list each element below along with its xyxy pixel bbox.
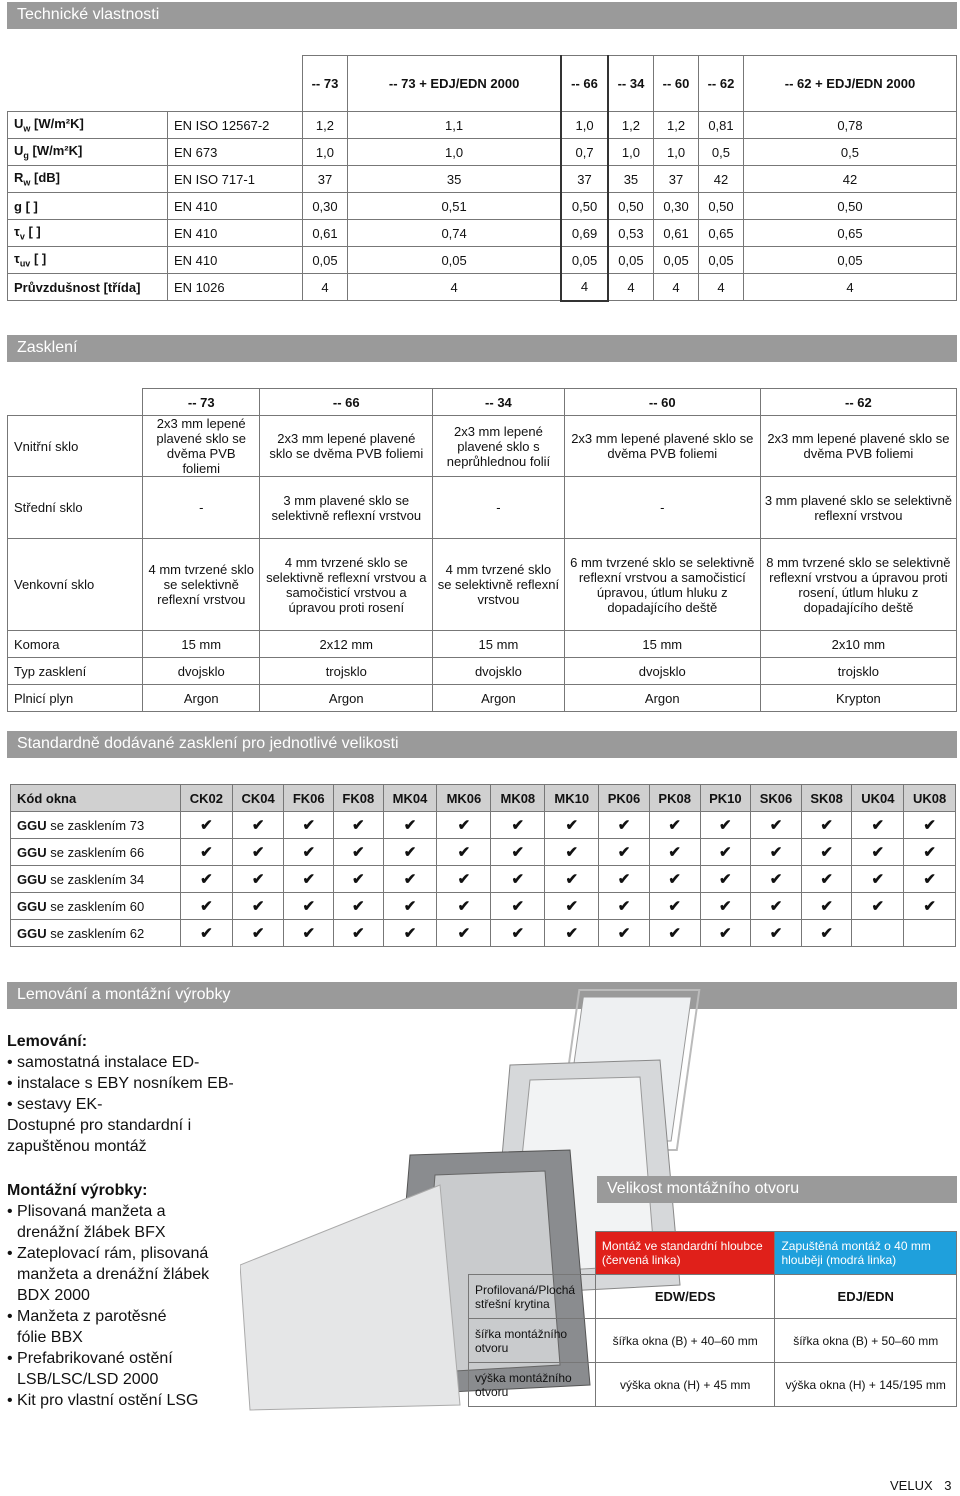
check-icon: ✔	[700, 812, 751, 839]
check-icon: ✔	[904, 812, 956, 839]
opening-row-label: výška montážního otvoru	[469, 1363, 596, 1407]
table-cell: 1,2	[654, 112, 699, 139]
table-row	[8, 477, 957, 539]
check-icon: ✔	[801, 812, 852, 839]
check-icon: ✔	[852, 866, 904, 893]
lemovani-note: Dostupné pro standardní i zapuštěnou montáž	[7, 1117, 192, 1155]
size-table	[10, 784, 956, 947]
check-icon: ✔	[334, 866, 384, 893]
check-icon: ✔	[491, 839, 545, 866]
standard-value: EDW/EDS	[595, 1275, 775, 1319]
check-icon: ✔	[599, 866, 650, 893]
row-standard: EN 410	[168, 220, 303, 247]
table-cell: 0,81	[699, 112, 744, 139]
lemovani-item: • sestavy EK-	[7, 1096, 103, 1113]
check-icon: ✔	[284, 812, 334, 839]
table-row	[11, 812, 956, 839]
column-header: -- 73 + EDJ/EDN 2000	[347, 56, 561, 112]
table-cell: trojsklo	[260, 658, 433, 685]
brand-name: VELUX	[890, 1478, 933, 1493]
table-row	[8, 247, 957, 274]
check-icon: ✔	[491, 812, 545, 839]
table-cell: Argon	[433, 685, 565, 712]
table-cell: Argon	[564, 685, 760, 712]
table-cell: 0,05	[654, 247, 699, 274]
check-icon: ✔	[437, 866, 491, 893]
section-title-standard: Standardně dodávané zasklení pro jednotlivé velikosti	[7, 731, 957, 758]
check-icon: ✔	[284, 893, 334, 920]
check-icon: ✔	[383, 839, 437, 866]
table-cell: 8 mm tvrzené sklo se selektivně reflexní vrstvou a úpravou proti rosení, útlum hluku z dopadajícího deště	[760, 539, 956, 631]
table-cell: 4 mm tvrzené sklo se selektivně reflexní vrstvou	[433, 539, 565, 631]
check-icon: ✔	[232, 893, 284, 920]
check-icon: ✔	[491, 866, 545, 893]
table-cell: 3 mm plavené sklo se selektivně reflexní vrstvou	[760, 477, 956, 539]
table-cell: 0,65	[699, 220, 744, 247]
table-cell: 0,05	[699, 247, 744, 274]
check-icon: ✔	[649, 812, 700, 839]
column-header: SK06	[751, 785, 802, 812]
check-icon: ✔	[334, 893, 384, 920]
check-icon: ✔	[181, 812, 233, 839]
section-title-tech: Technické vlastnosti	[7, 2, 957, 29]
check-icon: ✔	[599, 839, 650, 866]
table-cell: 1,2	[303, 112, 348, 139]
check-icon: ✔	[181, 866, 233, 893]
check-icon: ✔	[751, 866, 802, 893]
table-cell: dvojsklo	[564, 658, 760, 685]
table-cell: 1,2	[608, 112, 654, 139]
column-header: CK02	[181, 785, 233, 812]
column-header: FK08	[334, 785, 384, 812]
table-row	[8, 139, 957, 166]
table-cell: 4	[347, 274, 561, 301]
table-cell: 0,61	[303, 220, 348, 247]
montazni-item: • Plisovaná manžeta a drenážní žlábek BFX	[7, 1203, 166, 1241]
table-cell: 4	[303, 274, 348, 301]
table-cell: 4 mm tvrzené sklo se selektivně reflexní vrstvou	[143, 539, 260, 631]
table-cell: 2x3 mm lepené plavené sklo se dvěma PVB foliemi	[260, 416, 433, 477]
table-cell: 0,50	[561, 193, 608, 220]
check-icon: ✔	[852, 839, 904, 866]
check-icon: ✔	[545, 920, 599, 947]
check-icon: ✔	[700, 920, 751, 947]
table-cell: 15 mm	[433, 631, 565, 658]
table-cell: 0,61	[654, 220, 699, 247]
column-header: -- 66	[260, 389, 433, 416]
check-icon: ✔	[232, 839, 284, 866]
table-cell: trojsklo	[760, 658, 956, 685]
row-label: Plnicí plyn	[8, 685, 143, 712]
row-label: GGU se zasklením 73	[11, 812, 181, 839]
section-title-glazing: Zasklení	[7, 335, 957, 362]
table-cell: Argon	[143, 685, 260, 712]
page-number: 3	[944, 1478, 952, 1493]
row-label: $\tau_v$ [ ]	[8, 220, 168, 247]
row-label: Venkovní sklo	[8, 539, 143, 631]
table-row	[11, 839, 956, 866]
row-label: Střední sklo	[8, 477, 143, 539]
montazni-item: • Manžeta z parotěsné fólie BBX	[7, 1308, 167, 1346]
opening-row-label: šířka montážního otvoru	[469, 1319, 596, 1363]
table-cell: 0,05	[347, 247, 561, 274]
table-cell: 2x3 mm lepené plavené sklo se dvěma PVB foliemi	[760, 416, 956, 477]
check-icon: ✔	[801, 920, 852, 947]
table-row	[8, 631, 957, 658]
table-cell: 2x3 mm lepené plavené sklo se dvěma PVB foliemi	[143, 416, 260, 477]
column-header: -- 60	[654, 56, 699, 112]
table-cell: -	[564, 477, 760, 539]
table-cell: 0,50	[743, 193, 956, 220]
row-standard: EN 410	[168, 247, 303, 274]
row-label: GGU se zasklením 66	[11, 839, 181, 866]
column-header: CK04	[232, 785, 284, 812]
column-header: MK06	[437, 785, 491, 812]
check-icon: ✔	[437, 839, 491, 866]
table-cell: 0,5	[743, 139, 956, 166]
table-cell: -	[433, 477, 565, 539]
montazni-title: Montážní výrobky:	[7, 1182, 148, 1199]
row-label: Komora	[8, 631, 143, 658]
table-cell: 2x12 mm	[260, 631, 433, 658]
table-row	[8, 112, 957, 139]
check-icon: ✔	[649, 866, 700, 893]
row-standard: EN 410	[168, 193, 303, 220]
check-icon: ✔	[545, 839, 599, 866]
table-cell: Krypton	[760, 685, 956, 712]
lemovani-title: Lemování:	[7, 1033, 88, 1050]
table-cell: dvojsklo	[143, 658, 260, 685]
row-label: g [ ]	[8, 193, 168, 220]
row-label: Průvzdušnost [třída]	[8, 274, 168, 301]
lemovani-item: • instalace s EBY nosníkem EB-	[7, 1075, 234, 1092]
glazing-table	[7, 388, 957, 712]
table-row	[11, 893, 956, 920]
table-cell: 0,50	[699, 193, 744, 220]
recessed-value: šířka okna (B) + 50–60 mm	[775, 1319, 957, 1363]
table-cell: 2x3 mm lepené plavené sklo s neprůhlednou folií	[433, 416, 565, 477]
column-header: PK08	[649, 785, 700, 812]
check-icon: ✔	[649, 839, 700, 866]
check-icon: ✔	[599, 812, 650, 839]
table-cell: Argon	[260, 685, 433, 712]
check-icon: ✔	[284, 920, 334, 947]
check-icon: ✔	[181, 839, 233, 866]
check-icon: ✔	[751, 839, 802, 866]
row-label: Vnitřní sklo	[8, 416, 143, 477]
opening-row-label: Profilovaná/Plochá střešní krytina	[469, 1275, 596, 1319]
check-icon	[904, 920, 956, 947]
section-title-opening: Velikost montážního otvoru	[597, 1176, 957, 1203]
check-icon: ✔	[751, 893, 802, 920]
table-cell: 1,0	[347, 139, 561, 166]
table-cell: 0,05	[608, 247, 654, 274]
column-header: MK08	[491, 785, 545, 812]
table-cell: 0,7	[561, 139, 608, 166]
check-icon: ✔	[491, 893, 545, 920]
table-cell: 6 mm tvrzené sklo se selektivně reflexní vrstvou a samočisticí úpravou, útlum hluku z dopadajícího deště	[564, 539, 760, 631]
montazni-item: • Prefabrikované ostění LSB/LSC/LSD 2000	[7, 1350, 173, 1388]
check-icon: ✔	[437, 920, 491, 947]
table-cell: 0,05	[743, 247, 956, 274]
row-label: GGU se zasklením 62	[11, 920, 181, 947]
check-icon: ✔	[334, 812, 384, 839]
column-header: UK08	[904, 785, 956, 812]
check-icon: ✔	[852, 893, 904, 920]
table-cell: 4	[654, 274, 699, 301]
check-icon: ✔	[545, 866, 599, 893]
table-cell: 0,65	[743, 220, 956, 247]
check-icon: ✔	[599, 920, 650, 947]
column-header: MK04	[383, 785, 437, 812]
check-icon: ✔	[801, 866, 852, 893]
table-cell: 0,05	[561, 247, 608, 274]
column-header: -- 66	[561, 56, 608, 112]
standard-head: Montáž ve standardní hloubce (červená linka)	[595, 1232, 775, 1275]
table-row	[11, 920, 956, 947]
roof-felt-icon	[240, 1185, 460, 1410]
column-header: PK10	[700, 785, 751, 812]
check-icon: ✔	[334, 839, 384, 866]
montazni-block	[7, 1180, 222, 1411]
tech-table	[7, 55, 957, 302]
row-label: $\tau_{uv}$ [ ]	[8, 247, 168, 274]
check-icon: ✔	[649, 920, 700, 947]
column-header: -- 34	[608, 56, 654, 112]
check-icon: ✔	[181, 920, 233, 947]
table-cell: 37	[561, 166, 608, 193]
table-cell: 15 mm	[143, 631, 260, 658]
table-cell: -	[143, 477, 260, 539]
recessed-head: Zapuštěná montáž o 40 mm hlouběji (modrá linka)	[775, 1232, 957, 1275]
column-header: -- 62 + EDJ/EDN 2000	[743, 56, 956, 112]
footer	[890, 1478, 952, 1493]
check-icon: ✔	[284, 866, 334, 893]
check-icon: ✔	[545, 812, 599, 839]
row-label: $R_w$ [dB]	[8, 166, 168, 193]
row-label: $U_g$ [W/m²K]	[8, 139, 168, 166]
check-icon: ✔	[700, 866, 751, 893]
check-icon: ✔	[801, 839, 852, 866]
row-label: Typ zasklení	[8, 658, 143, 685]
table-cell: 37	[654, 166, 699, 193]
lemovani-block	[7, 1031, 247, 1157]
section-title-flashing: Lemování a montážní výrobky	[7, 982, 957, 1009]
check-icon	[852, 920, 904, 947]
check-icon: ✔	[852, 812, 904, 839]
check-icon: ✔	[751, 920, 802, 947]
check-icon: ✔	[383, 920, 437, 947]
opening-table	[468, 1231, 957, 1407]
table-cell: 37	[303, 166, 348, 193]
table-cell: 0,69	[561, 220, 608, 247]
standard-value: šířka okna (B) + 40–60 mm	[595, 1319, 775, 1363]
check-icon: ✔	[284, 839, 334, 866]
check-icon: ✔	[383, 866, 437, 893]
table-cell: 4	[561, 274, 608, 301]
table-cell: 0,74	[347, 220, 561, 247]
table-row	[8, 166, 957, 193]
table-cell: 0,50	[608, 193, 654, 220]
table-row	[11, 866, 956, 893]
check-icon: ✔	[904, 839, 956, 866]
table-row	[8, 193, 957, 220]
table-cell: 42	[743, 166, 956, 193]
column-header: MK10	[545, 785, 599, 812]
check-icon: ✔	[545, 893, 599, 920]
check-icon: ✔	[334, 920, 384, 947]
standard-value: výška okna (H) + 45 mm	[595, 1363, 775, 1407]
check-icon: ✔	[700, 893, 751, 920]
table-cell: 0,78	[743, 112, 956, 139]
table-cell: 1,1	[347, 112, 561, 139]
check-icon: ✔	[437, 812, 491, 839]
table-row	[8, 658, 957, 685]
column-header: UK04	[852, 785, 904, 812]
column-header: -- 34	[433, 389, 565, 416]
row-standard: EN 1026	[168, 274, 303, 301]
table-cell: 0,5	[699, 139, 744, 166]
column-header: -- 60	[564, 389, 760, 416]
table-cell: 1,0	[303, 139, 348, 166]
check-icon: ✔	[232, 812, 284, 839]
check-icon: ✔	[232, 920, 284, 947]
column-header: -- 73	[303, 56, 348, 112]
column-header: -- 62	[699, 56, 744, 112]
lemovani-item: • samostatná instalace ED-	[7, 1054, 200, 1071]
column-header: SK08	[801, 785, 852, 812]
table-row	[8, 685, 957, 712]
check-icon: ✔	[383, 812, 437, 839]
table-row	[8, 220, 957, 247]
table-cell: 35	[347, 166, 561, 193]
table-cell: 4	[743, 274, 956, 301]
table-row	[8, 539, 957, 631]
table-cell: 1,0	[561, 112, 608, 139]
column-header: FK06	[284, 785, 334, 812]
table-cell: 35	[608, 166, 654, 193]
table-cell: 2x10 mm	[760, 631, 956, 658]
row-label: GGU se zasklením 34	[11, 866, 181, 893]
table-cell: 15 mm	[564, 631, 760, 658]
table-cell: 0,30	[303, 193, 348, 220]
table-cell: dvojsklo	[433, 658, 565, 685]
check-icon: ✔	[751, 812, 802, 839]
row-standard: EN ISO 12567-2	[168, 112, 303, 139]
table-cell: 0,30	[654, 193, 699, 220]
check-icon: ✔	[801, 893, 852, 920]
table-cell: 1,0	[654, 139, 699, 166]
column-header: -- 62	[760, 389, 956, 416]
table-cell: 3 mm plavené sklo se selektivně reflexní vrstvou	[260, 477, 433, 539]
check-icon: ✔	[649, 893, 700, 920]
check-icon: ✔	[904, 893, 956, 920]
table-row	[8, 274, 957, 301]
table-cell: 42	[699, 166, 744, 193]
table-cell: 4 mm tvrzené sklo se selektivně reflexní vrstvou a samočisticí vrstvou a úpravou proti rosení	[260, 539, 433, 631]
montazni-item: • Zateplovací rám, plisovaná manžeta a drenážní žlábek BDX 2000	[7, 1245, 210, 1304]
row-label: $U_w$ [W/m²K]	[8, 112, 168, 139]
row-label: GGU se zasklením 60	[11, 893, 181, 920]
row-standard: EN ISO 717-1	[168, 166, 303, 193]
table-cell: 1,0	[608, 139, 654, 166]
check-icon: ✔	[383, 893, 437, 920]
table-cell: 4	[608, 274, 654, 301]
recessed-value: výška okna (H) + 145/195 mm	[775, 1363, 957, 1407]
check-icon: ✔	[599, 893, 650, 920]
table-row	[8, 416, 957, 477]
check-icon: ✔	[904, 866, 956, 893]
column-header: PK06	[599, 785, 650, 812]
table-cell: 0,51	[347, 193, 561, 220]
check-icon: ✔	[232, 866, 284, 893]
column-header: Kód okna	[11, 785, 181, 812]
table-cell: 0,53	[608, 220, 654, 247]
montazni-item: • Kit pro vlastní ostění LSG	[7, 1392, 199, 1409]
column-header: -- 73	[143, 389, 260, 416]
recessed-value: EDJ/EDN	[775, 1275, 957, 1319]
table-cell: 4	[699, 274, 744, 301]
check-icon: ✔	[181, 893, 233, 920]
row-standard: EN 673	[168, 139, 303, 166]
check-icon: ✔	[437, 893, 491, 920]
check-icon: ✔	[700, 839, 751, 866]
table-cell: 2x3 mm lepené plavené sklo se dvěma PVB foliemi	[564, 416, 760, 477]
table-cell: 0,05	[303, 247, 348, 274]
check-icon: ✔	[491, 920, 545, 947]
